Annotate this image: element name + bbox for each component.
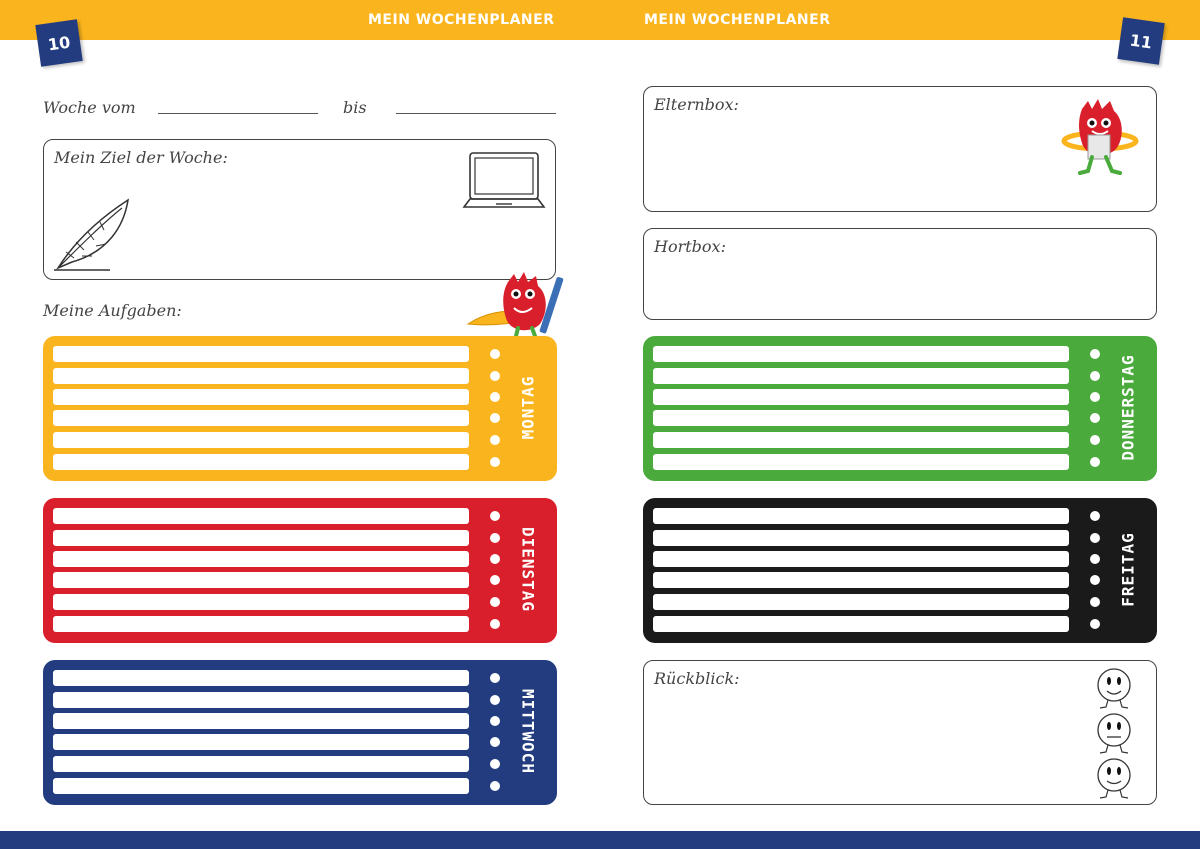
hort-box-label: Hortbox: [654, 237, 726, 256]
task-line[interactable] [53, 713, 469, 729]
goal-box[interactable] [43, 139, 556, 280]
checkbox-dot[interactable] [490, 716, 500, 726]
task-line[interactable] [53, 594, 469, 610]
day-card-mittwoch [43, 660, 557, 805]
checkbox-dot[interactable] [490, 413, 500, 423]
checkbox-dot[interactable] [490, 457, 500, 467]
happy-face-icon[interactable] [1094, 757, 1134, 801]
checkbox-dot[interactable] [1090, 597, 1100, 607]
hort-box[interactable] [643, 228, 1157, 320]
task-line[interactable] [53, 616, 469, 632]
checkbox-dot[interactable] [490, 511, 500, 521]
task-line[interactable] [53, 432, 469, 448]
task-line[interactable] [653, 572, 1069, 588]
checkbox-dot[interactable] [1090, 533, 1100, 543]
week-to-line[interactable] [396, 113, 556, 114]
checkbox-dot[interactable] [490, 619, 500, 629]
task-line[interactable] [53, 756, 469, 772]
review-box[interactable] [643, 660, 1157, 805]
day-label-donnerstag: DONNERSTAG [1118, 354, 1138, 461]
task-line[interactable] [53, 778, 469, 794]
neutral-face-icon[interactable] [1094, 712, 1134, 756]
checkbox-dot[interactable] [490, 597, 500, 607]
checkbox-dot[interactable] [490, 349, 500, 359]
task-line[interactable] [653, 410, 1069, 426]
day-label-dienstag: DIENSTAG [518, 526, 538, 613]
checkbox-dot[interactable] [490, 673, 500, 683]
right-page-number-text: 11 [1128, 30, 1154, 52]
checkbox-dot[interactable] [490, 371, 500, 381]
left-page-number [35, 19, 82, 66]
checkbox-dot[interactable] [1090, 371, 1100, 381]
parents-box-label: Elternbox: [654, 95, 739, 114]
task-line[interactable] [53, 551, 469, 567]
tasks-label: Meine Aufgaben: [43, 301, 182, 320]
checkbox-dot[interactable] [490, 533, 500, 543]
week-from-label: Woche vom [43, 98, 136, 117]
task-line[interactable] [53, 346, 469, 362]
task-line[interactable] [53, 734, 469, 750]
footer-bar [0, 831, 1200, 849]
task-line[interactable] [53, 389, 469, 405]
task-line[interactable] [53, 572, 469, 588]
day-card-dienstag [43, 498, 557, 643]
task-line[interactable] [53, 508, 469, 524]
checkbox-dot[interactable] [490, 392, 500, 402]
task-line[interactable] [53, 530, 469, 546]
task-line[interactable] [53, 454, 469, 470]
task-line[interactable] [653, 616, 1069, 632]
checkbox-dot[interactable] [490, 781, 500, 791]
day-card-freitag [643, 498, 1157, 643]
header-bar [0, 0, 1200, 40]
checkbox-dot[interactable] [490, 737, 500, 747]
mascot-with-paper-icon [1060, 97, 1140, 179]
task-line[interactable] [53, 692, 469, 708]
feather-icon [52, 196, 132, 274]
checkbox-dot[interactable] [1090, 554, 1100, 564]
task-line[interactable] [53, 670, 469, 686]
day-label-freitag: FREITAG [1118, 532, 1138, 607]
task-line[interactable] [653, 508, 1069, 524]
checkbox-dot[interactable] [490, 435, 500, 445]
task-line[interactable] [653, 594, 1069, 610]
task-line[interactable] [653, 551, 1069, 567]
task-line[interactable] [653, 389, 1069, 405]
checkbox-dot[interactable] [490, 695, 500, 705]
day-label-mittwoch: MITTWOCH [518, 688, 538, 775]
happy-face-icon[interactable] [1094, 667, 1134, 711]
task-line[interactable] [653, 454, 1069, 470]
checkbox-dot[interactable] [1090, 392, 1100, 402]
laptop-icon [462, 151, 546, 213]
goal-box-label: Mein Ziel der Woche: [54, 148, 228, 167]
parents-box[interactable] [643, 86, 1157, 212]
day-card-donnerstag [643, 336, 1157, 481]
right-page-number [1117, 17, 1164, 64]
checkbox-dot[interactable] [490, 575, 500, 585]
checkbox-dot[interactable] [1090, 457, 1100, 467]
checkbox-dot[interactable] [1090, 349, 1100, 359]
checkbox-dot[interactable] [490, 554, 500, 564]
week-from-line[interactable] [158, 113, 318, 114]
right-header-title: MEIN WOCHENPLANER [644, 12, 831, 28]
left-header-title: MEIN WOCHENPLANER [368, 12, 555, 28]
review-box-label: Rückblick: [654, 669, 740, 688]
checkbox-dot[interactable] [1090, 413, 1100, 423]
day-card-montag [43, 336, 557, 481]
checkbox-dot[interactable] [1090, 619, 1100, 629]
day-label-montag: MONTAG [518, 375, 538, 440]
checkbox-dot[interactable] [1090, 435, 1100, 445]
checkbox-dot[interactable] [1090, 511, 1100, 521]
task-line[interactable] [653, 432, 1069, 448]
task-line[interactable] [653, 346, 1069, 362]
task-line[interactable] [53, 410, 469, 426]
left-page-number-text: 10 [46, 32, 72, 54]
checkbox-dot[interactable] [1090, 575, 1100, 585]
checkbox-dot[interactable] [490, 759, 500, 769]
task-line[interactable] [653, 368, 1069, 384]
task-line[interactable] [653, 530, 1069, 546]
task-line[interactable] [53, 368, 469, 384]
week-to-label: bis [343, 98, 367, 117]
